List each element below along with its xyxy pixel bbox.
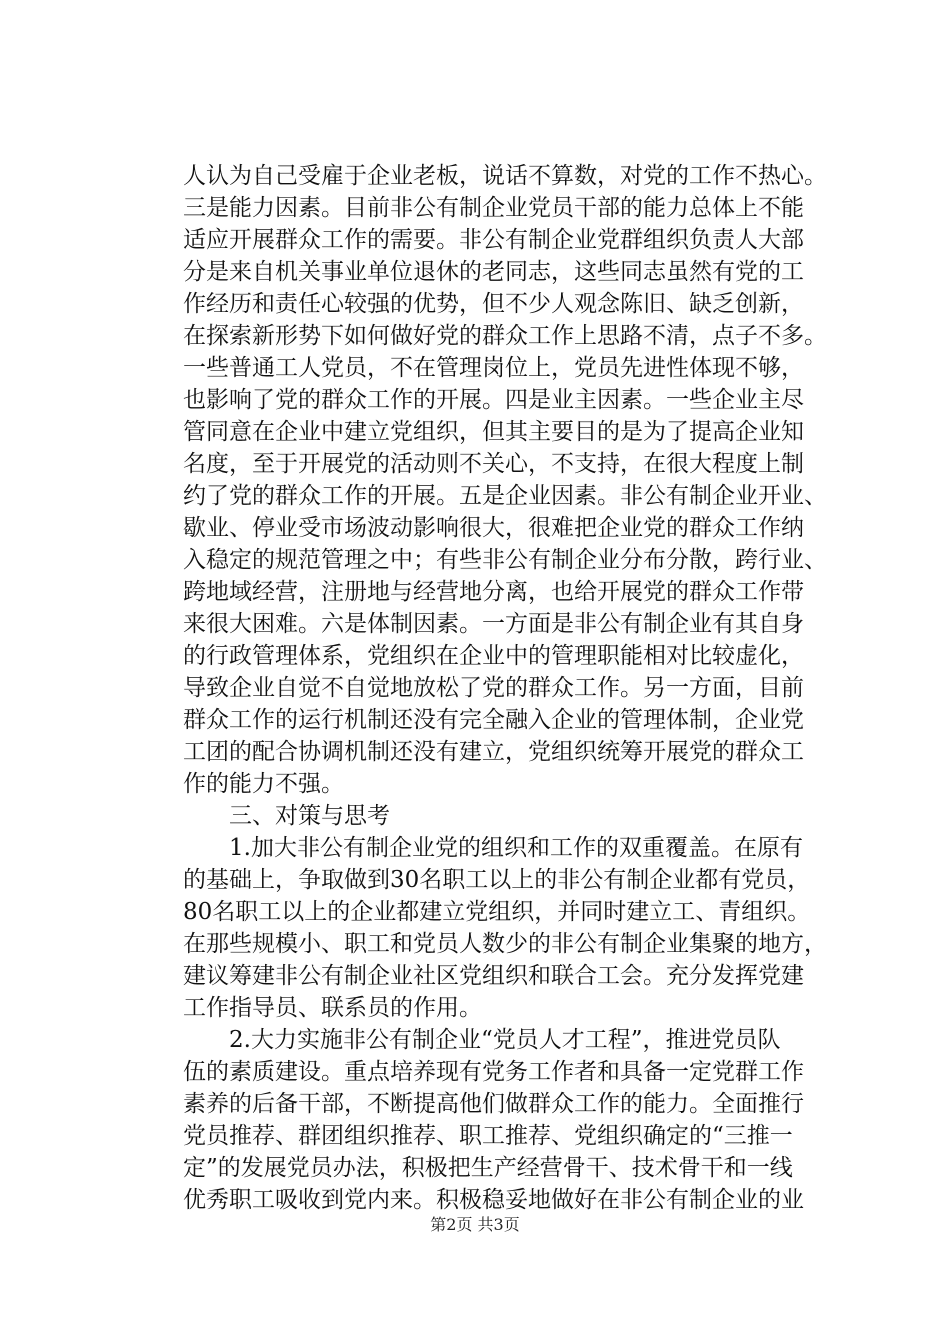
- text-line: 导致企业自觉不自觉地放松了党的群众工作。另一方面，目前: [183, 675, 804, 701]
- text-line: 优秀职工吸收到党内来。积极稳妥地做好在非公有制企业的业: [183, 1187, 804, 1213]
- text-line: 来很大困难。六是体制因素。一方面是非公有制企业有其自身: [183, 611, 804, 637]
- paragraph: [183, 160, 827, 800]
- text-line: 三、对策与思考: [229, 803, 390, 829]
- text-line: 伍的素质建设。重点培养现有党务工作者和具备一定党群工作: [183, 1059, 804, 1085]
- text-line: 作的能力不强。: [183, 771, 344, 797]
- text-line: 群众工作的运行机制还没有完全融入企业的管理体制，企业党: [183, 707, 804, 733]
- text-line: 2.大力实施非公有制企业“党员人才工程”，推进党员队: [229, 1027, 781, 1053]
- paragraph: [183, 800, 773, 832]
- text-line: 的基础上，争取做到30名职工以上的非公有制企业都有党员，: [183, 867, 811, 893]
- text-line: 歇业、停业受市场波动影响很大，很难把企业党的群众工作纳: [183, 515, 804, 541]
- text-line: 党员推荐、群团组织推荐、职工推荐、党组织确定的“三推一: [183, 1123, 793, 1149]
- text-line: 一些普通工人党员，不在管理岗位上，党员先进性体现不够，: [183, 355, 804, 381]
- text-line: 管同意在企业中建立党组织，但其主要目的是为了提高企业知: [183, 419, 804, 445]
- text-line: 工团的配合协调机制还没有建立，党组织统筹开展党的群众工: [183, 739, 804, 765]
- text-line: 适应开展群众工作的需要。非公有制企业党群组织负责人大部: [183, 227, 804, 253]
- text-line: 80名职工以上的企业都建立党组织，并同时建立工、青组织。: [183, 899, 811, 925]
- document-body: [183, 160, 827, 1216]
- text-line: 分是来自机关事业单位退休的老同志，这些同志虽然有党的工: [183, 259, 804, 285]
- text-line: 入稳定的规范管理之中；有些非公有制企业分布分散，跨行业、: [183, 547, 827, 573]
- text-line: 作经历和责任心较强的优势，但不少人观念陈旧、缺乏创新，: [183, 291, 804, 317]
- text-line: 在那些规模小、职工和党员人数少的非公有制企业集聚的地方，: [183, 931, 827, 957]
- text-line: 1.加大非公有制企业党的组织和工作的双重覆盖。在原有: [229, 835, 803, 861]
- text-line: 工作指导员、联系员的作用。: [183, 995, 482, 1021]
- text-line: 名度，至于开展党的活动则不关心，不支持，在很大程度上制: [183, 451, 804, 477]
- text-line: 在探索新形势下如何做好党的群众工作上思路不清，点子不多。: [183, 323, 827, 349]
- text-line: 素养的后备干部，不断提高他们做群众工作的能力。全面推行: [183, 1091, 804, 1117]
- text-line: 建议筹建非公有制企业社区党组织和联合工会。充分发挥党建: [183, 963, 804, 989]
- paragraph: [183, 1024, 804, 1216]
- text-line: 约了党的群众工作的开展。五是企业因素。非公有制企业开业、: [183, 483, 827, 509]
- paragraph: [183, 832, 827, 1024]
- text-line: 定”的发展党员办法，积极把生产经营骨干、技术骨干和一线: [183, 1155, 793, 1181]
- text-line: 的行政管理体系，党组织在企业中的管理职能相对比较虚化，: [183, 643, 804, 669]
- page-footer: 第2页 共3页: [430, 1215, 520, 1234]
- text-line: 跨地域经营，注册地与经营地分离，也给开展党的群众工作带: [183, 579, 804, 605]
- text-line: 三是能力因素。目前非公有制企业党员干部的能力总体上不能: [183, 195, 804, 221]
- text-line: 人认为自己受雇于企业老板，说话不算数，对党的工作不热心。: [183, 163, 827, 189]
- text-line: 也影响了党的群众工作的开展。四是业主因素。一些企业主尽: [183, 387, 804, 413]
